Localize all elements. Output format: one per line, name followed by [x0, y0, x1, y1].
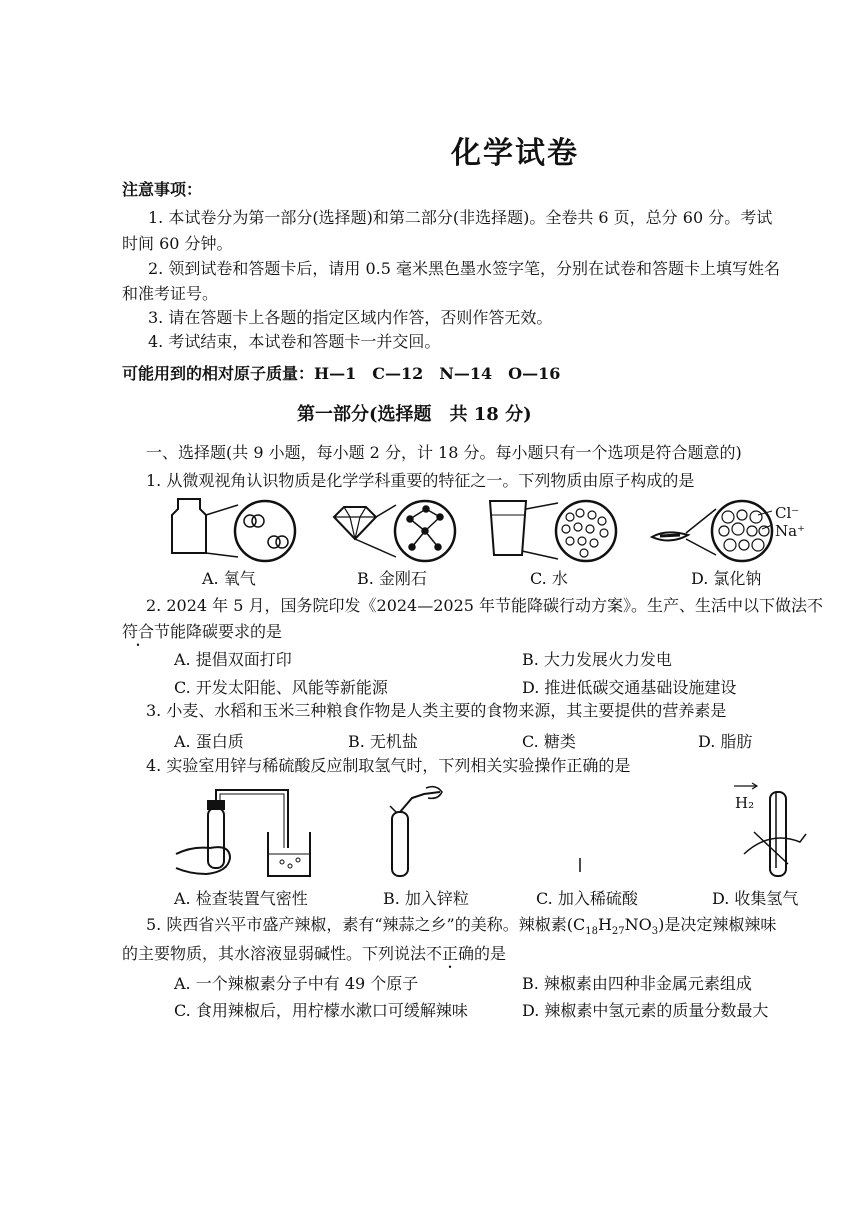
airtightness-check-apparatus: [170, 782, 330, 882]
q5-option-b: B. 辣椒素由四种非金属元素组成: [522, 974, 752, 993]
q2-emphasis: 符合: [122, 622, 155, 641]
q5-stem-line-2-end: 的是: [474, 944, 507, 963]
notice-item-1-line-2: 时间 60 分钟。: [122, 234, 233, 253]
section-intro: 一、选择题(共 9 小题，每小题 2 分，计 18 分。每小题只有一个选项是符合题意的): [146, 443, 742, 462]
q5-option-a: A. 一个辣椒素分子中有 49 个原子: [174, 974, 419, 993]
q2-option-a: A. 提倡双面打印: [174, 650, 292, 669]
q1-option-b: B. 金刚石: [357, 569, 427, 588]
adding-zinc-apparatus: [380, 782, 460, 882]
q2-stem-line-2-rest: 节能降碳要求的是: [154, 622, 283, 641]
diamond-structure-illustration: [330, 495, 470, 565]
q1-option-a: A. 氧气: [202, 569, 256, 588]
q2-stem-line-2: [122, 622, 282, 642]
q4-option-c: C. 加入稀硫酸: [536, 889, 638, 908]
q1-option-d: D. 氯化钠: [691, 569, 762, 588]
adding-acid-apparatus: [570, 850, 590, 880]
q5-stem-line-2: [122, 944, 506, 964]
part-one-title: 第一部分(选择题 共 18 分): [297, 404, 532, 425]
notice-item-3: 3. 请在答题卡上各题的指定区域内作答，否则作答无效。: [148, 308, 553, 327]
notice-item-1-line-1: 1. 本试卷分为第一部分(选择题)和第二部分(非选择题)。全卷共 6 页，总分 60 分。考试: [148, 208, 773, 227]
atomic-mass-line: 可能用到的相对原子质量：H—1 C—12 N—14 O—16: [122, 364, 561, 383]
q3-option-b: B. 无机盐: [348, 732, 418, 751]
q1-stem: 1. 从微观视角认识物质是化学学科重要的特征之一。下列物质由原子构成的是: [146, 471, 695, 490]
formula-c-subscript: 18: [585, 926, 598, 938]
q3-option-c: C. 糖类: [522, 732, 576, 751]
q2-option-c: C. 开发太阳能、风能等新能源: [174, 678, 388, 697]
q5-stem-line-1: [146, 915, 776, 942]
q4-stem: 4. 实验室用锌与稀硫酸反应制取氢气时，下列相关实验操作正确的是: [146, 756, 631, 775]
q5-option-c: C. 食用辣椒后，用柠檬水漱口可缓解辣味: [174, 1001, 468, 1020]
water-molecules-illustration: [488, 495, 628, 565]
q5-option-d: D. 辣椒素中氢元素的质量分数最大: [522, 1001, 769, 1020]
q3-option-d: D. 脂肪: [698, 732, 753, 751]
q2-option-b: B. 大力发展火力发电: [522, 650, 672, 669]
notice-item-2-line-1: 2. 领到试卷和答题卡后，请用 0.5 毫米黑色墨水签字笔，分别在试卷和答题卡上填写姓名: [148, 259, 780, 278]
formula-no: NO: [624, 915, 652, 934]
q5-stem-line-1-start: 5. 陕西省兴平市盛产辣椒，素有“辣蒜之乡”的美称。辣椒素(C: [146, 915, 586, 934]
q4-option-a: A. 检查装置气密性: [174, 889, 308, 908]
q3-stem: 3. 小麦、水稻和玉米三种粮食作物是人类主要的食物来源，其主要提供的营养素是: [146, 701, 727, 720]
q5-negation-emphasis: 不正确: [426, 944, 475, 963]
formula-o-subscript: 3: [651, 926, 659, 938]
q4-option-b: B. 加入锌粒: [383, 889, 469, 908]
formula-h-subscript: 27: [611, 926, 625, 938]
q3-option-a: A. 蛋白质: [174, 732, 244, 751]
formula-h: H: [597, 915, 612, 934]
sodium-ion-label: Na⁺: [775, 522, 805, 540]
notice-heading: 注意事项：: [122, 180, 203, 199]
page-title: 化学试卷: [451, 136, 579, 171]
q1-option-c: C. 水: [530, 569, 568, 588]
q4-option-d: D. 收集氢气: [712, 889, 799, 908]
chloride-ion-label: Cl⁻: [775, 504, 800, 522]
q5-stem-line-2-start: 的主要物质，其水溶液显弱碱性。下列说法: [122, 944, 427, 963]
oxygen-molecule-illustration: [170, 495, 310, 565]
q2-stem-line-1: 2. 2024 年 5 月，国务院印发《2024—2025 年节能降碳行动方案》。生产、生活中以下做法不: [146, 596, 824, 615]
notice-item-2-line-2: 和准考证号。: [122, 284, 219, 303]
q5-stem-line-1-end: )是决定辣椒辣味: [658, 915, 777, 934]
q2-option-d: D. 推进低碳交通基础设施建设: [522, 678, 737, 697]
notice-item-4: 4. 考试结束，本试卷和答题卡一并交回。: [148, 332, 441, 351]
hydrogen-label: H₂: [735, 794, 755, 812]
